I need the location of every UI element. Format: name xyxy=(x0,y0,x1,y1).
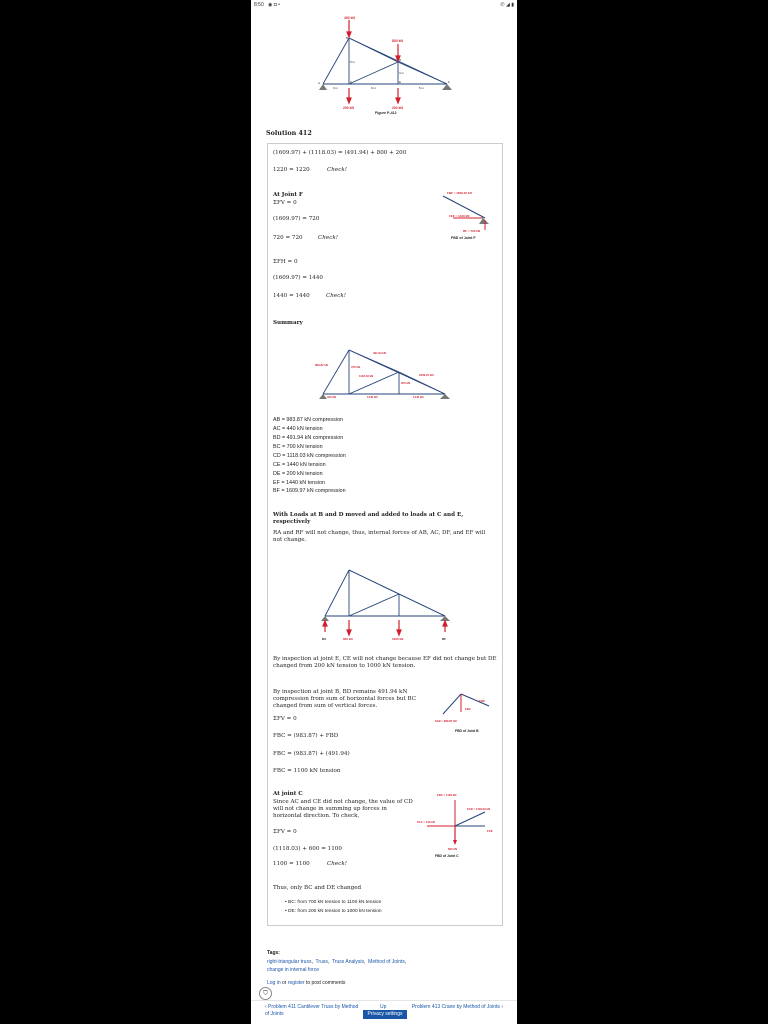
node-label: C xyxy=(350,80,353,84)
equation: 1100 = 1100 xyxy=(273,861,310,867)
load-label: 400 kN xyxy=(344,16,355,20)
equation: 1440 = 1440 xyxy=(273,293,310,299)
prev-page-link[interactable]: ‹ Problem 411 Cantilever Truss by Method of Joints xyxy=(265,1004,359,1017)
equation: 720 = 720 xyxy=(273,235,303,241)
force-label: FEF = 1440 kN xyxy=(449,214,470,218)
force-label: 983.87 kN xyxy=(315,363,328,367)
force-label: 200 kN xyxy=(401,381,411,385)
load-label: 800 kN xyxy=(392,39,403,43)
force-label: 1609.97 kN xyxy=(419,373,434,377)
shield-icon[interactable]: ⛉ xyxy=(259,987,272,1000)
equation: ΣFV = 0 xyxy=(273,829,297,835)
truss-moved-loads-figure xyxy=(313,560,455,646)
check-label: Check! xyxy=(327,861,347,867)
list-item: DE = 200 kN tension xyxy=(273,471,323,477)
book-navigation xyxy=(251,1000,517,1024)
force-label: 1118.03 kN xyxy=(359,374,374,378)
check-label: Check! xyxy=(318,235,338,241)
list-item: • BC: from 700 kN tension to 1100 kN tension xyxy=(285,900,382,905)
equation: (1118.03) + 600 = 1100 xyxy=(273,846,342,852)
figure-caption: Figure P-412 xyxy=(375,111,397,115)
equation: FBC = 1100 kN tension xyxy=(273,768,341,774)
figure-caption: FBD of Joint C xyxy=(435,854,459,858)
login-link[interactable]: Log in xyxy=(267,980,281,986)
force-label: 1440 kN xyxy=(413,395,424,399)
section-heading: With Loads at B and D moved and added to loads at C and E, respectively xyxy=(273,512,464,525)
dim-label: 3 m xyxy=(399,71,405,75)
system-icons: ✆ ◢ ▮ xyxy=(500,2,514,8)
register-link[interactable]: register xyxy=(287,980,305,986)
list-item: BF = 1609.97 kN compression xyxy=(273,488,346,494)
dim-label: 5 m xyxy=(350,60,356,64)
node-label: D xyxy=(399,58,402,62)
force-label: RF = 720 kN xyxy=(463,229,481,233)
equation: ΣFH = 0 xyxy=(273,259,298,265)
privacy-settings-button[interactable]: Privacy settings xyxy=(363,1010,407,1019)
list-item: • DE: from 200 kN tension to 1000 kN tension xyxy=(285,909,382,914)
solution-title: Solution 412 xyxy=(266,129,312,137)
status-bar xyxy=(251,0,517,10)
section-heading: Summary xyxy=(273,320,303,326)
list-item: AC = 440 kN tension xyxy=(273,426,323,432)
load-label: 200 kN xyxy=(392,106,403,110)
list-item: BD = 491.94 kN compression xyxy=(273,435,344,441)
force-label: 1440 kN xyxy=(367,395,378,399)
force-label: 600 kN xyxy=(448,847,458,851)
truss-figure-p412 xyxy=(311,12,461,118)
force-label: FCE xyxy=(487,829,493,833)
tag-link[interactable]: Method of Joints xyxy=(368,959,405,965)
list-item: CE = 1440 kN tension xyxy=(273,462,326,468)
node-label: F xyxy=(448,80,450,84)
fbd-joint-c xyxy=(415,790,499,860)
tags-label: Tags: xyxy=(267,950,280,956)
load-label: 200 kN xyxy=(343,106,354,110)
equation: FBC = (983.87) + FBD xyxy=(273,733,339,739)
force-label: 491.94 kN xyxy=(373,351,386,355)
reaction-label: RA xyxy=(322,637,327,641)
force-label: FBF = 1609.97 kN xyxy=(447,191,472,195)
comment-login-prompt xyxy=(267,980,345,987)
dim-label: 6 m xyxy=(371,86,377,90)
node-label: E xyxy=(399,80,402,84)
force-label: FAC = 440 kN xyxy=(417,820,435,824)
dim-label: 3 m xyxy=(333,86,339,90)
equation: (1609.97) = 1440 xyxy=(273,275,323,281)
figure-caption: FBD of Joint B xyxy=(455,729,479,733)
paragraph: By inspection at joint E, CE will not change because EF did not change but DE changed from 200 kN tension to 1000 kN tension. xyxy=(273,656,497,669)
force-label: FCD = 1118.03 kN xyxy=(467,807,491,811)
force-label: FAB = 983.87 kN xyxy=(435,719,457,723)
force-label: 700 kN xyxy=(351,365,361,369)
force-label: 440 kN xyxy=(327,395,337,399)
paragraph: Since AC and CE did not change, the value of CD will not change in summing up forces in horizontal direction. To check, xyxy=(273,799,413,819)
section-heading: At Joint F xyxy=(273,192,303,198)
equation: ΣFV = 0 xyxy=(273,200,297,206)
notification-icons: ◉ ◘ • xyxy=(268,2,280,8)
node-label: B xyxy=(346,36,349,40)
comment-tail: to post comments xyxy=(304,980,346,986)
equation: ΣFV = 0 xyxy=(273,716,297,722)
fbd-joint-b xyxy=(435,688,497,736)
force-label: FBD xyxy=(479,699,485,703)
equation: (1609.97) + (1118.03) = (491.94) + 800 + 200 xyxy=(273,150,407,156)
node-label: A xyxy=(318,81,321,85)
list-item: BC = 700 kN tension xyxy=(273,444,323,450)
section-heading: At joint C xyxy=(273,791,303,797)
status-time: 8:50 xyxy=(254,2,264,8)
page xyxy=(251,0,517,1024)
list-item: AB = 983.87 kN compression xyxy=(273,417,343,423)
list-item: EF = 1440 kN tension xyxy=(273,480,325,486)
equation: (1609.97) = 720 xyxy=(273,216,320,222)
or-text: or xyxy=(280,980,288,986)
force-label: FBC = 1100 kN xyxy=(437,793,457,797)
conclusion: Thus, only BC and DE changed xyxy=(273,885,362,891)
truss-summary-figure xyxy=(313,342,455,402)
tag-link[interactable]: Truss xyxy=(315,959,328,965)
paragraph: RA and RF will not change, thus, internal forces of AB, AC, DF, and EF will not change. xyxy=(273,530,486,543)
load-label: 600 kN xyxy=(343,637,353,641)
up-link[interactable]: Up xyxy=(380,1004,387,1010)
check-label: Check! xyxy=(326,293,346,299)
equation: 1220 = 1220 xyxy=(273,167,310,173)
check-label: Check! xyxy=(327,167,347,173)
figure-caption: FBD of Joint F xyxy=(451,236,476,240)
load-label: 1000 kN xyxy=(392,637,404,641)
dim-label: 5 m xyxy=(419,86,425,90)
list-item: CD = 1118.03 kN compression xyxy=(273,453,346,459)
bullet-text: BC: from 700 kN tension to 1100 kN tension xyxy=(288,900,382,905)
paragraph: By inspection at joint B, BD remains 491.94 kN compression from sum of horizontal forces but BC changed from sum of vertical forces. xyxy=(273,689,417,709)
tag-link[interactable]: Truss Analysis xyxy=(331,959,364,965)
force-label: FBC xyxy=(465,707,471,711)
equation: FBC = (983.87) + (491.94) xyxy=(273,751,350,757)
tag-link[interactable]: change in internal force xyxy=(267,967,319,973)
tags-list: right-triangular truss, Truss, Truss Analysis, Method of Joints, change in internal force xyxy=(267,959,407,973)
tag-link[interactable]: right-triangular truss xyxy=(267,959,312,965)
reaction-label: RF xyxy=(442,637,446,641)
next-page-link[interactable]: Problem 413 Crane by Method of Joints › xyxy=(411,1004,503,1010)
bullet-text: DE: from 200 kN tension to 1000 kN tension xyxy=(288,909,382,914)
fbd-joint-f xyxy=(437,190,495,242)
